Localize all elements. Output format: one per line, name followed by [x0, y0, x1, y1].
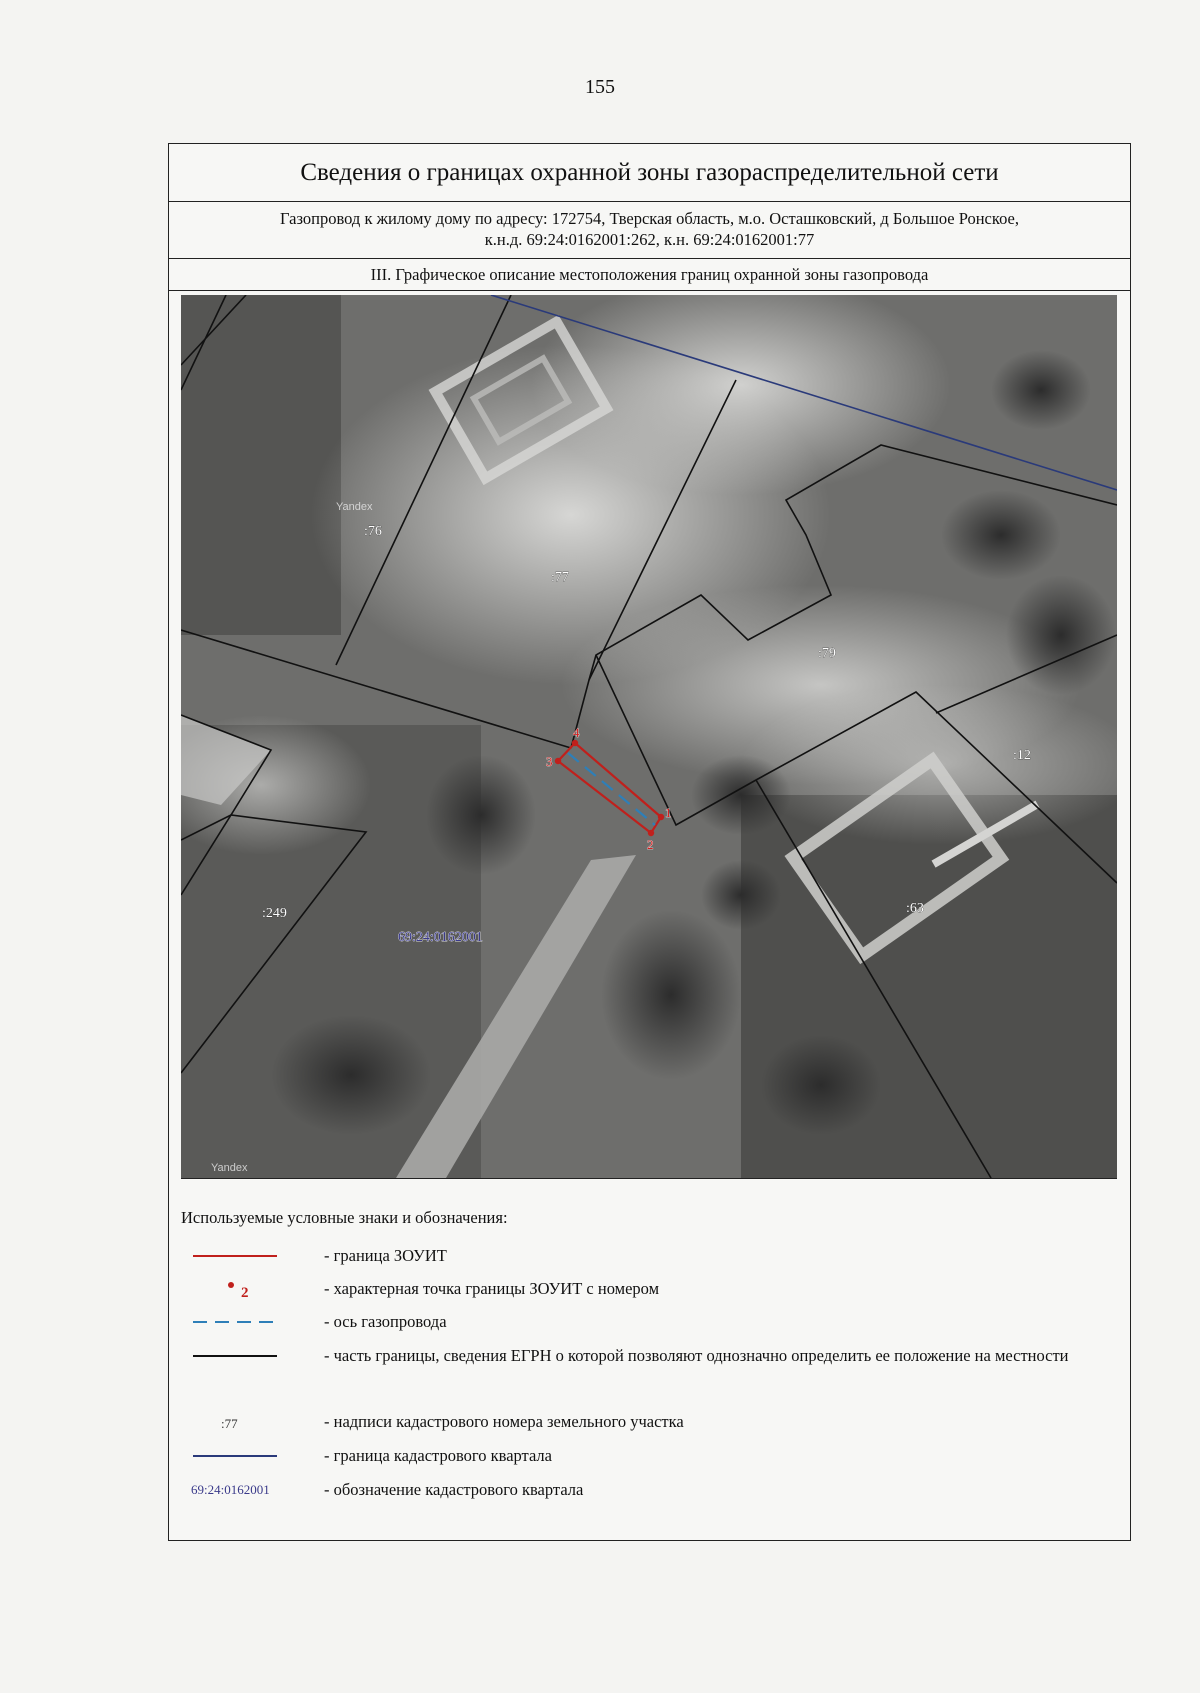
black-line-icon	[179, 1344, 284, 1368]
boundary-point-marker	[572, 740, 578, 746]
red-line-icon	[179, 1244, 284, 1268]
legend-sample-point-number: 2	[241, 1285, 249, 1301]
point-number-1: 1	[665, 805, 672, 820]
legend-text: - обозначение кадастрового квартала	[324, 1480, 584, 1499]
legend	[169, 1194, 1130, 1534]
yandex-watermark: Yandex	[211, 1162, 248, 1174]
parcel-label-77: :77	[551, 570, 569, 585]
object-description-line-1: Газопровод к жилому дому по адресу: 172754, Тверская область, м.о. Осташковский, д Большое Ронское,	[280, 209, 1019, 228]
parcel-label-63: :63	[906, 901, 924, 916]
legend-text: - характерная точка границы ЗОУИТ с номером	[324, 1279, 660, 1298]
document-frame	[168, 143, 1131, 1541]
satellite-imagery	[181, 295, 1117, 1178]
parcel-label-12: :12	[1013, 748, 1031, 763]
parcel-label-79: :79	[818, 646, 836, 661]
quarter-label: 69:24:0162001	[398, 930, 483, 945]
legend-text: - часть границы, сведения ЕГРН о которой позволяют однозначно определить ее положение на местности	[324, 1346, 1069, 1365]
point-number-4: 4	[573, 725, 580, 740]
legend-text: - ось газопровода	[324, 1312, 447, 1331]
legend-sample-parcel-label: :77	[221, 1416, 238, 1431]
map-panel	[181, 295, 1117, 1179]
object-description-line-2: к.н.д. 69:24:0162001:262, к.н. 69:24:0162001:77	[484, 230, 815, 249]
navy-line-icon	[179, 1444, 284, 1468]
yandex-watermark: Yandex	[336, 501, 373, 513]
legend-text: - надписи кадастрового номера земельного участка	[324, 1412, 684, 1431]
legend-text: - граница ЗОУИТ	[324, 1246, 447, 1265]
boundary-point-marker	[555, 758, 561, 764]
boundary-point-marker	[658, 814, 664, 820]
legend-sample-quarter-label: 69:24:0162001	[191, 1482, 270, 1497]
page-number: 155	[585, 76, 615, 98]
point-number-2: 2	[647, 837, 654, 852]
cadastral-map	[181, 295, 1117, 1178]
legend-heading: Используемые условные знаки и обозначения:	[181, 1208, 508, 1227]
document-title: Сведения о границах охранной зоны газораспределительной сети	[169, 144, 1130, 202]
parcel-label-76: :76	[364, 524, 382, 539]
object-description	[169, 202, 1130, 259]
parcel-label-249: :249	[262, 906, 287, 921]
blue-dashed-line-icon	[179, 1310, 284, 1334]
boundary-point-marker	[648, 830, 654, 836]
point-number-3: 3	[546, 754, 553, 769]
section-heading: III. Графическое описание местоположения границ охранной зоны газопровода	[169, 259, 1130, 291]
red-point-icon	[179, 1277, 284, 1301]
legend-text: - граница кадастрового квартала	[324, 1446, 552, 1465]
